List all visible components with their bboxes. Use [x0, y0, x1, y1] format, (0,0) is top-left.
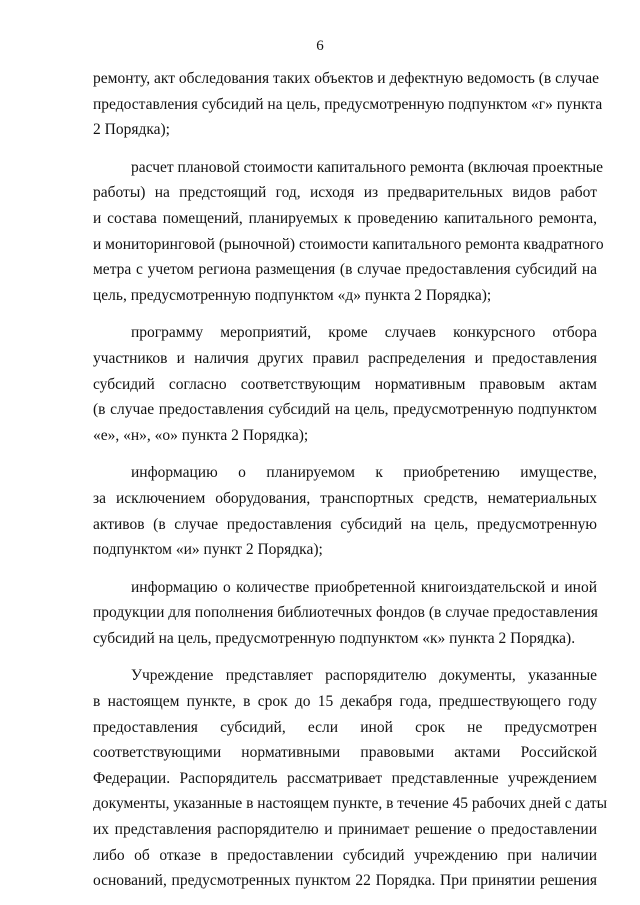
text-line: за исключением оборудования, транспортных средств, нематериальных: [93, 489, 597, 507]
text-line: ремонту, акт обследования таких объектов и дефектную ведомость (в случае: [93, 70, 599, 87]
text-line: предоставления субсидий, если иной срок не предусмотрен: [93, 718, 597, 736]
paragraph-event-program: [93, 320, 597, 448]
text-line: метра с учетом региона размещения (в случае предоставления субсидий на: [93, 261, 597, 279]
text-line: Учреждение представляет распорядителю документы, указанные: [131, 667, 597, 685]
paragraph-property-acquisition: [93, 460, 597, 562]
text-line: участников и наличия других правил распределения и предоставления: [93, 349, 597, 367]
text-line: подпунктом «и» пункт 2 Порядка);: [93, 541, 323, 559]
text-line: информацию о количестве приобретенной книгоиздательской и иной: [131, 578, 597, 596]
paragraph-submission-procedure: [93, 663, 608, 893]
text-line: Федерации. Распорядитель рассматривает представленные учреждением: [93, 769, 597, 787]
text-line: цель, предусмотренную подпунктом «д» пункта 2 Порядка);: [93, 286, 492, 304]
paragraph-book-publishing: [93, 575, 597, 652]
text-line: и состава помещений, планируемых к проведению капитального ремонта,: [93, 209, 597, 227]
text-line: субсидий согласно соответствующим нормативным правовым актам: [93, 375, 597, 393]
document-body: [93, 66, 608, 894]
text-line: работы) на предстоящий год, исходя из предварительных видов работ: [93, 184, 597, 202]
text-line: либо об отказе в предоставлении субсидий учреждению при наличии: [93, 846, 597, 864]
text-line: активов (в случае предоставления субсидий на цель, предусмотренную: [93, 515, 597, 533]
text-line: соответствующими нормативными правовыми актами Российской: [93, 744, 597, 762]
text-line: программу мероприятий, кроме случаев конкурсного отбора: [131, 324, 597, 342]
text-line: оснований, предусмотренных пунктом 22 Порядка. При принятии решения: [93, 872, 597, 890]
text-line: их представления распорядителю и принимает решение о предоставлении: [93, 821, 597, 839]
text-line: в настоящем пункте, в срок до 15 декабря года, предшествующего году: [93, 693, 597, 711]
text-line: продукции для пополнения библиотечных фондов (в случае предоставления: [93, 604, 598, 622]
text-line: и мониторинговой (рыночной) стоимости капитального ремонта квадратного: [93, 235, 604, 253]
paragraph-cost-calculation: [93, 155, 604, 309]
text-line: (в случае предоставления субсидий на цель, предусмотренную подпунктом: [93, 401, 597, 419]
page-number: 6: [316, 38, 324, 54]
text-line: информацию о планируемом к приобретению имуществе,: [131, 464, 597, 482]
text-line: предоставления субсидий на цель, предусмотренную подпунктом «г» пункта: [93, 95, 603, 113]
text-line: расчет плановой стоимости капитального ремонта (включая проектные: [131, 158, 604, 176]
text-line: 2 Порядка);: [93, 121, 170, 139]
text-line: «е», «н», «о» пункта 2 Порядка);: [93, 426, 309, 444]
text-line: субсидий на цель, предусмотренную подпунктом «к» пункта 2 Порядка).: [93, 629, 576, 647]
paragraph-continuation: [93, 66, 603, 143]
text-line: документы, указанные в настоящем пункте, в течение 45 рабочих дней с даты: [93, 795, 608, 813]
